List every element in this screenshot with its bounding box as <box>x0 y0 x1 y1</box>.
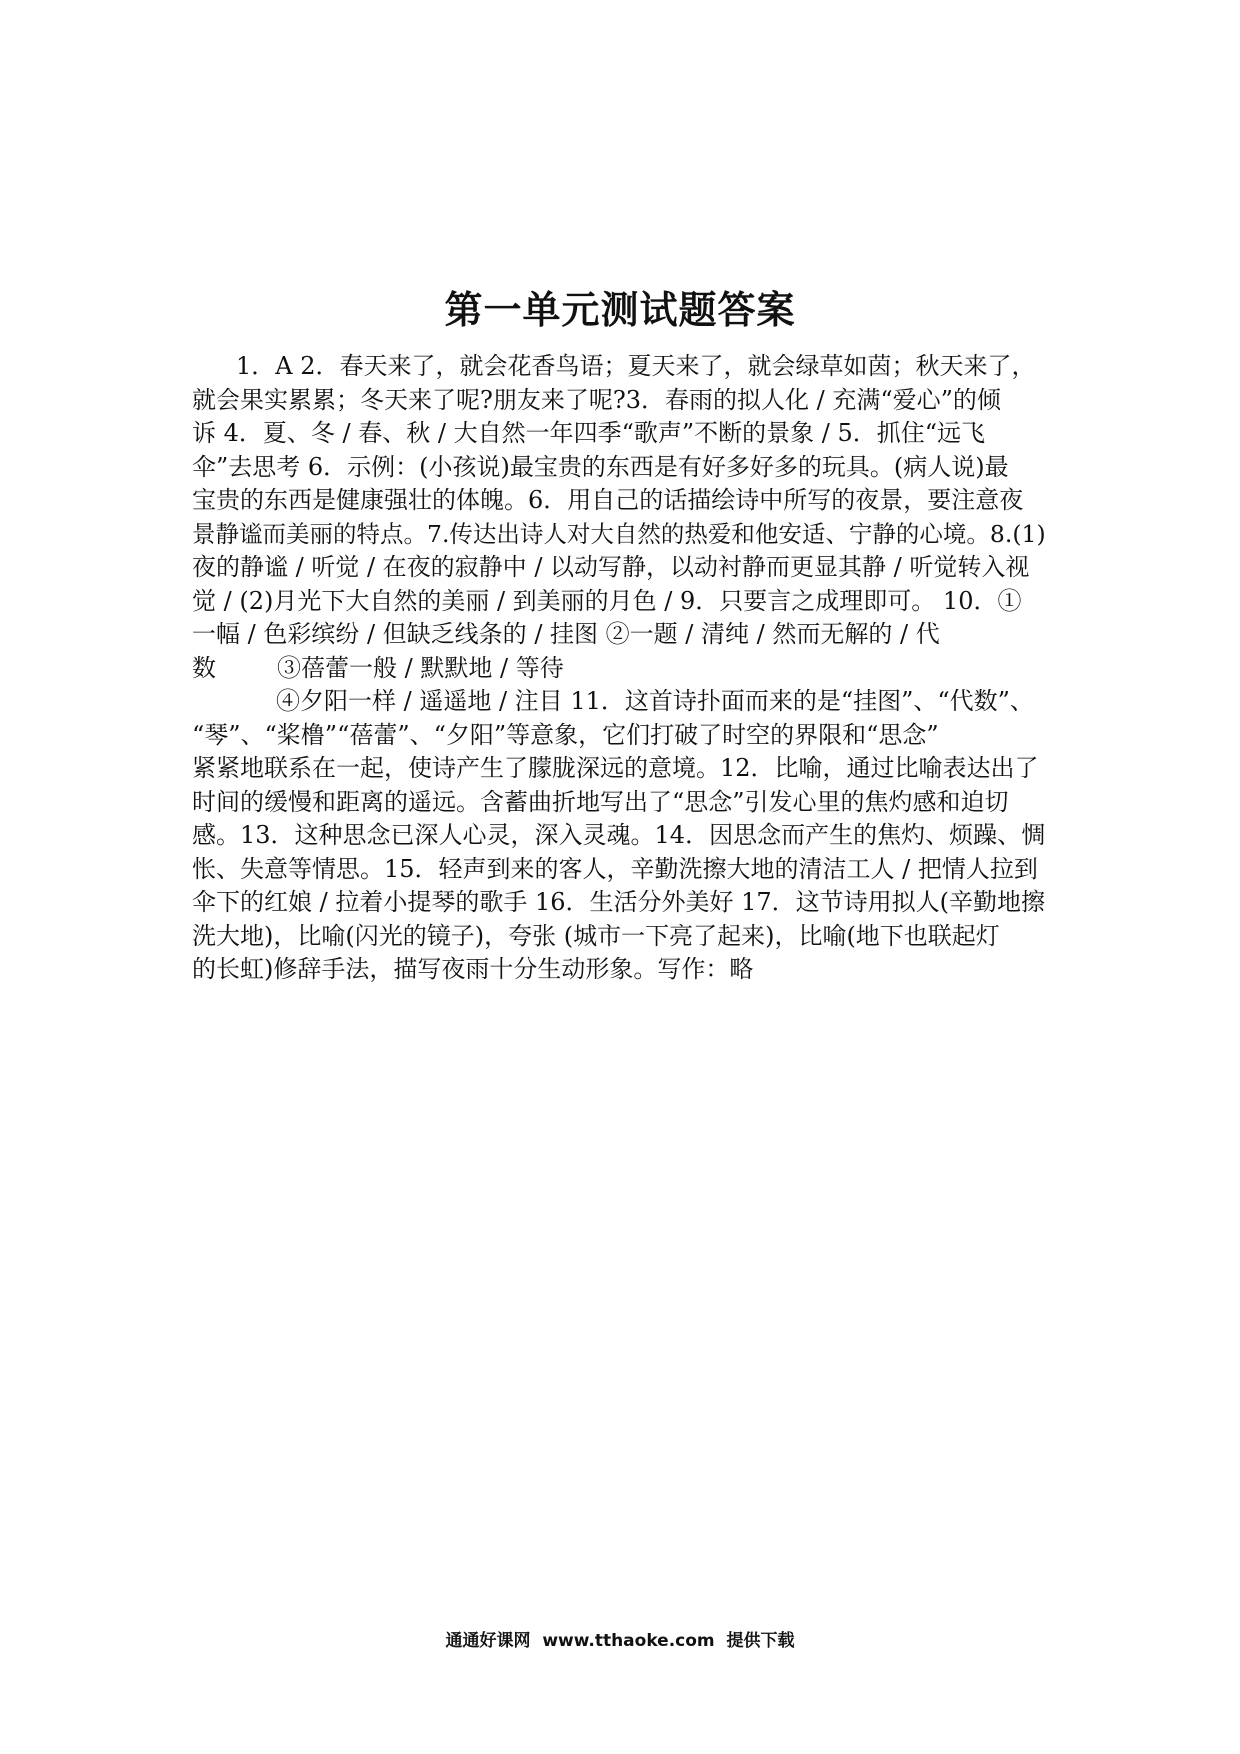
text-line: 诉 4．夏、冬 / 春、秋 / 大自然一年四季“歌声”不断的景象 / 5．抓住“远飞 <box>192 419 986 447</box>
text-line: 景静谧而美丽的特点。7.传达出诗人对大自然的热爱和他安适、宁静的心境。8.(1) <box>192 519 1046 548</box>
answer-text-block <box>192 350 1058 987</box>
text-line: ④夕阳一样 / 遥遥地 / 注目 11．这首诗扑面而来的是“挂图”、“代数”、 <box>276 687 1034 715</box>
document-title: 第一单元测试题答案 <box>444 288 796 332</box>
text-line: “琴”、“桨橹”“蓓蕾”、“夕阳”等意象，它们打破了时空的界限和“思念” <box>192 720 939 749</box>
text-line: 的长虹)修辞手法，描写夜雨十分生动形象。写作：略 <box>192 955 754 983</box>
text-line: 伞”去思考 6．示例：(小孩说)最宝贵的东西是有好多好多的玩具。(病人说)最 <box>192 452 1009 481</box>
text-line: 时间的缓慢和距离的遥远。含蓄曲折地写出了“思念”引发心里的焦灼感和迫切 <box>192 787 1009 816</box>
text-line: 感。13．这种思念已深人心灵，深入灵魂。14．因思念而产生的焦灼、烦躁、惆 <box>192 821 1046 849</box>
text-line: 数 ③蓓蕾一般 / 默默地 / 等待 <box>192 653 564 682</box>
text-line: 宝贵的东西是健康强壮的体魄。6．用自己的话描绘诗中所写的夜景，要注意夜 <box>192 486 1024 514</box>
text-line: 紧紧地联系在一起，使诗产生了朦胧深远的意境。12．比喻，通过比喻表达出了 <box>192 754 1039 782</box>
text-line: 1．A 2．春天来了，就会花香鸟语；夏天来了，就会绿草如茵；秋天来了， <box>236 352 1036 380</box>
text-line: 怅、失意等情思。15．轻声到来的客人，辛勤洗擦大地的清洁工人 / 把情人拉到 <box>192 854 1038 883</box>
text-line: 夜的静谧 / 听觉 / 在夜的寂静中 / 以动写静，以动衬静而更显其静 / 听觉转入视 <box>192 553 1030 581</box>
text-line: 一幅 / 色彩缤纷 / 但缺乏线条的 / 挂图 ②一题 / 清纯 / 然而无解的 / 代 <box>192 620 940 648</box>
text-line: 就会果实累累；冬天来了呢?朋友来了呢?3．春雨的拟人化 / 充满“爱心”的倾 <box>192 385 1001 414</box>
text-line: 伞下的红娘 / 拉着小提琴的歌手 16．生活分外美好 17．这节诗用拟人(辛勤地擦 <box>192 888 1046 916</box>
footer-credit: 通通好课网 www.tthaoke.com 提供下载 <box>445 1631 795 1651</box>
text-line: 洗大地)，比喻(闪光的镜子)，夸张 (城市一下亮了起来)，比喻(地下也联起灯 <box>192 921 1000 950</box>
text-line: 觉 / (2)月光下大自然的美丽 / 到美丽的月色 / 9．只要言之成理即可。 10．① <box>192 586 1022 615</box>
